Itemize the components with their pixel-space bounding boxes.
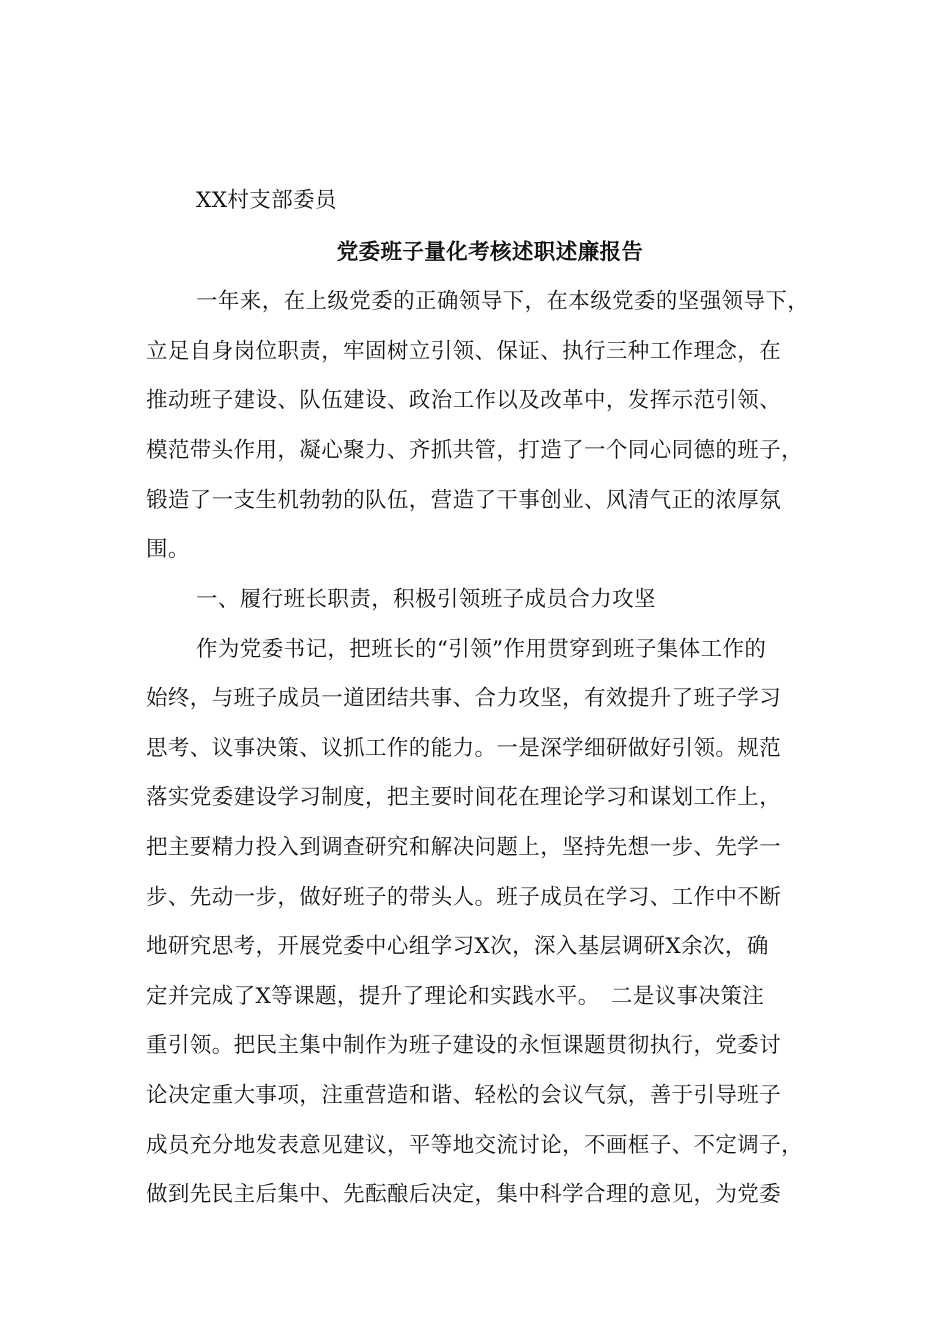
body-line: 一年来，在上级党委的正确领导下，在本级党委的坚强领导下， bbox=[196, 289, 810, 314]
document-title: 党委班子量化考核述职述廉报告 bbox=[336, 240, 644, 265]
body-line: 地研究思考，开展党委中心组学习X次，深入基层调研X余次，确 bbox=[146, 934, 769, 959]
body-line: 重引领。把民主集中制作为班子建设的永恒课题贯彻执行，党委讨 bbox=[146, 1033, 782, 1058]
body-line: 论决定重大事项，注重营造和谐、轻松的会议气氛，善于引导班子 bbox=[146, 1083, 782, 1108]
body-line: 把主要精力投入到调查研究和解决问题上，坚持先想一步、先学一 bbox=[146, 835, 782, 860]
body-line: 步、先动一步，做好班子的带头人。班子成员在学习、工作中不断 bbox=[146, 885, 782, 910]
body-line: 锻造了一支生机勃勃的队伍，营造了干事创业、风清气正的浓厚氛 bbox=[146, 488, 782, 513]
body-line: 做到先民主后集中、先酝酿后决定，集中科学合理的意见，为党委 bbox=[146, 1182, 782, 1207]
body-line: 模范带头作用，凝心聚力、齐抓共管，打造了一个同心同德的班子， bbox=[146, 438, 804, 463]
document-header: XX村支部委员 bbox=[196, 188, 337, 213]
body-line: 定并完成了X等课题，提升了理论和实践水平。 二是议事决策注 bbox=[146, 984, 765, 1009]
body-line: 围。 bbox=[146, 537, 190, 562]
body-line: 始终，与班子成员一道团结共事、合力攻坚，有效提升了班子学习 bbox=[146, 686, 782, 711]
body-line: 思考、议事决策、议抓工作的能力。一是深学细研做好引领。规范 bbox=[146, 736, 782, 761]
body-line: 落实党委建设学习制度，把主要时间花在理论学习和谋划工作上， bbox=[146, 785, 782, 810]
section-heading: 一、履行班长职责，积极引领班子成员合力攻坚 bbox=[196, 587, 656, 612]
body-line: 作为党委书记，把班长的“引领”作用贯穿到班子集体工作的 bbox=[196, 637, 767, 662]
body-line: 立足自身岗位职责，牢固树立引领、保证、执行三种工作理念，在 bbox=[146, 339, 782, 364]
body-line: 成员充分地发表意见建议，平等地交流讨论，不画框子、不定调子， bbox=[146, 1133, 804, 1158]
body-line: 推动班子建设、队伍建设、政治工作以及改革中，发挥示范引领、 bbox=[146, 388, 782, 413]
